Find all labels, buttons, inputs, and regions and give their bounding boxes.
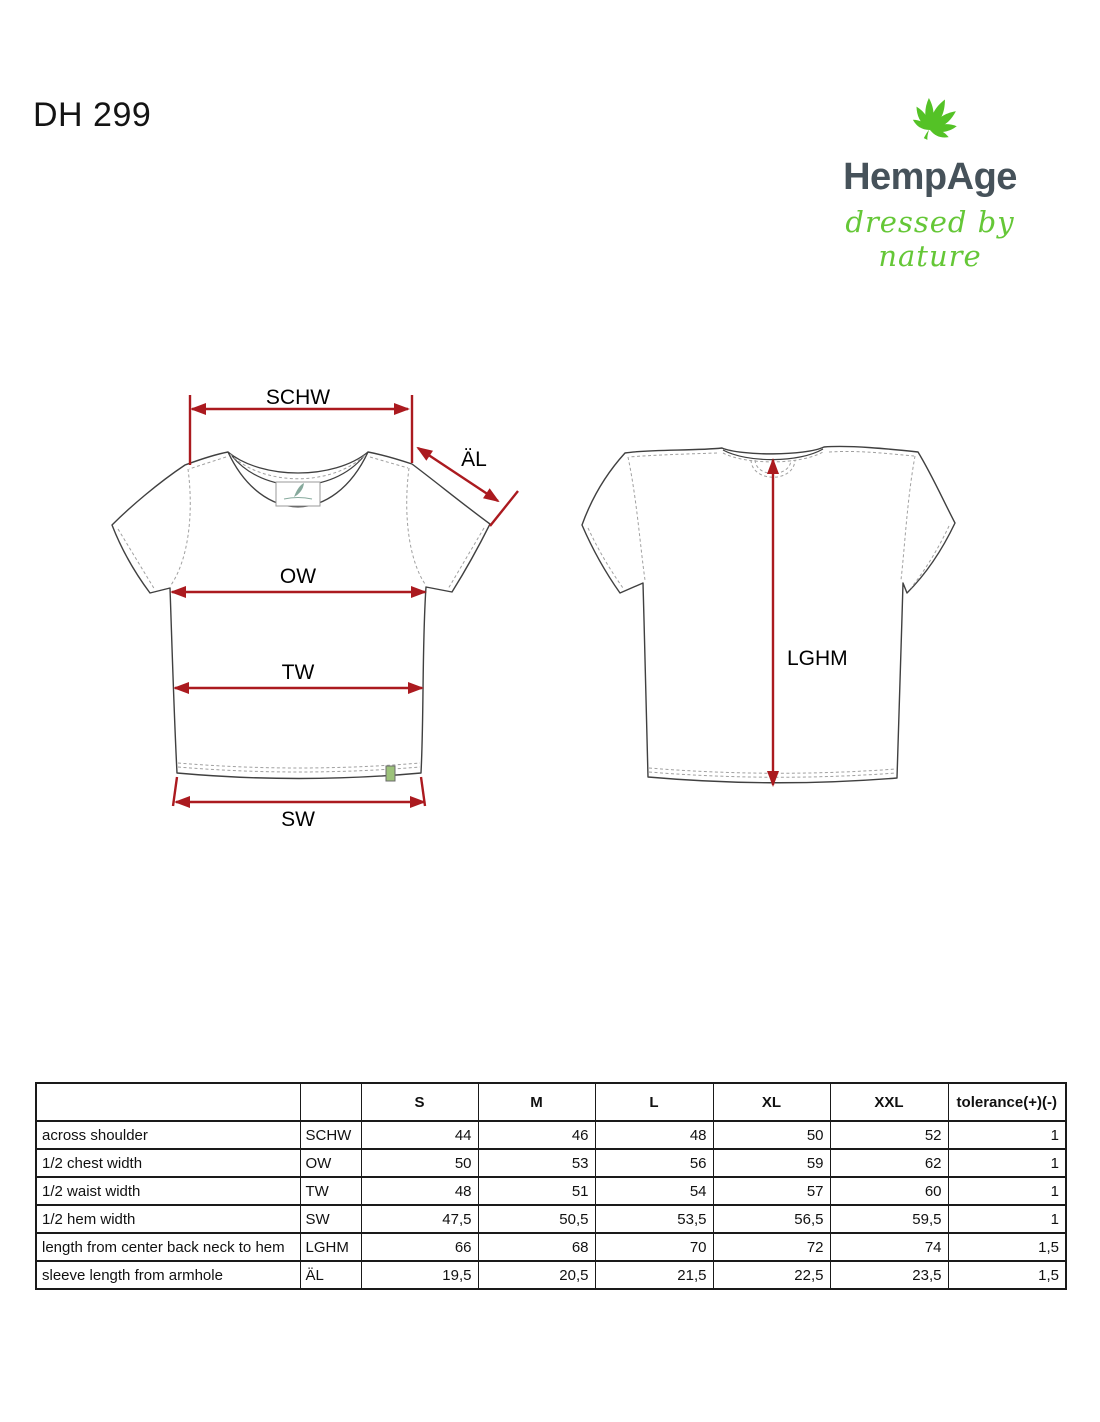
header-size-l: L xyxy=(595,1083,713,1121)
measure-label: length from center back neck to hem xyxy=(36,1233,300,1261)
value-tolerance: 1 xyxy=(948,1149,1066,1177)
value-xxl: 74 xyxy=(830,1233,948,1261)
tw-label: TW xyxy=(281,661,315,684)
value-m: 20,5 xyxy=(478,1261,595,1289)
value-s: 66 xyxy=(361,1233,478,1261)
table-row xyxy=(36,1205,1066,1233)
table-row xyxy=(36,1261,1066,1289)
brand-logo xyxy=(800,80,1060,273)
value-xl: 56,5 xyxy=(713,1205,830,1233)
measure-code: ÄL xyxy=(300,1261,361,1289)
value-l: 70 xyxy=(595,1233,713,1261)
value-tolerance: 1,5 xyxy=(948,1261,1066,1289)
header-size-s: S xyxy=(361,1083,478,1121)
hem-tag xyxy=(386,766,395,781)
page-title: DH 299 xyxy=(33,96,152,134)
value-s: 47,5 xyxy=(361,1205,478,1233)
value-xl: 50 xyxy=(713,1121,830,1149)
value-xxl: 59,5 xyxy=(830,1205,948,1233)
tshirt-front-diagram xyxy=(92,385,522,845)
value-l: 56 xyxy=(595,1149,713,1177)
value-xl: 57 xyxy=(713,1177,830,1205)
measure-label: 1/2 hem width xyxy=(36,1205,300,1233)
size-table xyxy=(35,1082,1067,1290)
value-xl: 59 xyxy=(713,1149,830,1177)
back-shirt-outline xyxy=(582,446,955,782)
measure-label: sleeve length from armhole xyxy=(36,1261,300,1289)
measure-code: TW xyxy=(300,1177,361,1205)
value-m: 51 xyxy=(478,1177,595,1205)
measure-label: across shoulder xyxy=(36,1121,300,1149)
measure-code: OW xyxy=(300,1149,361,1177)
measure-code: LGHM xyxy=(300,1233,361,1261)
ael-label: ÄL xyxy=(461,448,487,471)
lghm-label: LGHM xyxy=(787,647,848,670)
value-tolerance: 1,5 xyxy=(948,1233,1066,1261)
hemp-leaf-icon xyxy=(891,80,969,154)
value-xxl: 60 xyxy=(830,1177,948,1205)
header-size-xxl: XXL xyxy=(830,1083,948,1121)
value-l: 21,5 xyxy=(595,1261,713,1289)
value-l: 53,5 xyxy=(595,1205,713,1233)
value-tolerance: 1 xyxy=(948,1177,1066,1205)
header-measure xyxy=(36,1083,300,1121)
value-s: 19,5 xyxy=(361,1261,478,1289)
ow-label: OW xyxy=(279,565,317,588)
value-xl: 22,5 xyxy=(713,1261,830,1289)
value-m: 50,5 xyxy=(478,1205,595,1233)
value-s: 44 xyxy=(361,1121,478,1149)
table-header-row xyxy=(36,1083,1066,1121)
brand-tagline: dressed by nature xyxy=(845,205,1015,273)
value-tolerance: 1 xyxy=(948,1205,1066,1233)
value-l: 54 xyxy=(595,1177,713,1205)
measure-label: 1/2 waist width xyxy=(36,1177,300,1205)
value-m: 68 xyxy=(478,1233,595,1261)
value-m: 53 xyxy=(478,1149,595,1177)
value-s: 50 xyxy=(361,1149,478,1177)
table-row xyxy=(36,1121,1066,1149)
value-m: 46 xyxy=(478,1121,595,1149)
value-s: 48 xyxy=(361,1177,478,1205)
measure-code: SW xyxy=(300,1205,361,1233)
table-row xyxy=(36,1149,1066,1177)
header-code xyxy=(300,1083,361,1121)
measure-code: SCHW xyxy=(300,1121,361,1149)
tshirt-back-diagram xyxy=(565,430,985,805)
schw-label: SCHW xyxy=(265,386,331,409)
measure-label: 1/2 chest width xyxy=(36,1149,300,1177)
value-xxl: 23,5 xyxy=(830,1261,948,1289)
header-size-m: M xyxy=(478,1083,595,1121)
value-xxl: 52 xyxy=(830,1121,948,1149)
header-tolerance: tolerance(+)(-) xyxy=(948,1083,1066,1121)
header-size-xl: XL xyxy=(713,1083,830,1121)
table-row xyxy=(36,1177,1066,1205)
value-tolerance: 1 xyxy=(948,1121,1066,1149)
value-xxl: 62 xyxy=(830,1149,948,1177)
brand-name: HempAge xyxy=(843,156,1017,198)
value-xl: 72 xyxy=(713,1233,830,1261)
table-row xyxy=(36,1233,1066,1261)
sw-label: SW xyxy=(281,808,315,831)
value-l: 48 xyxy=(595,1121,713,1149)
